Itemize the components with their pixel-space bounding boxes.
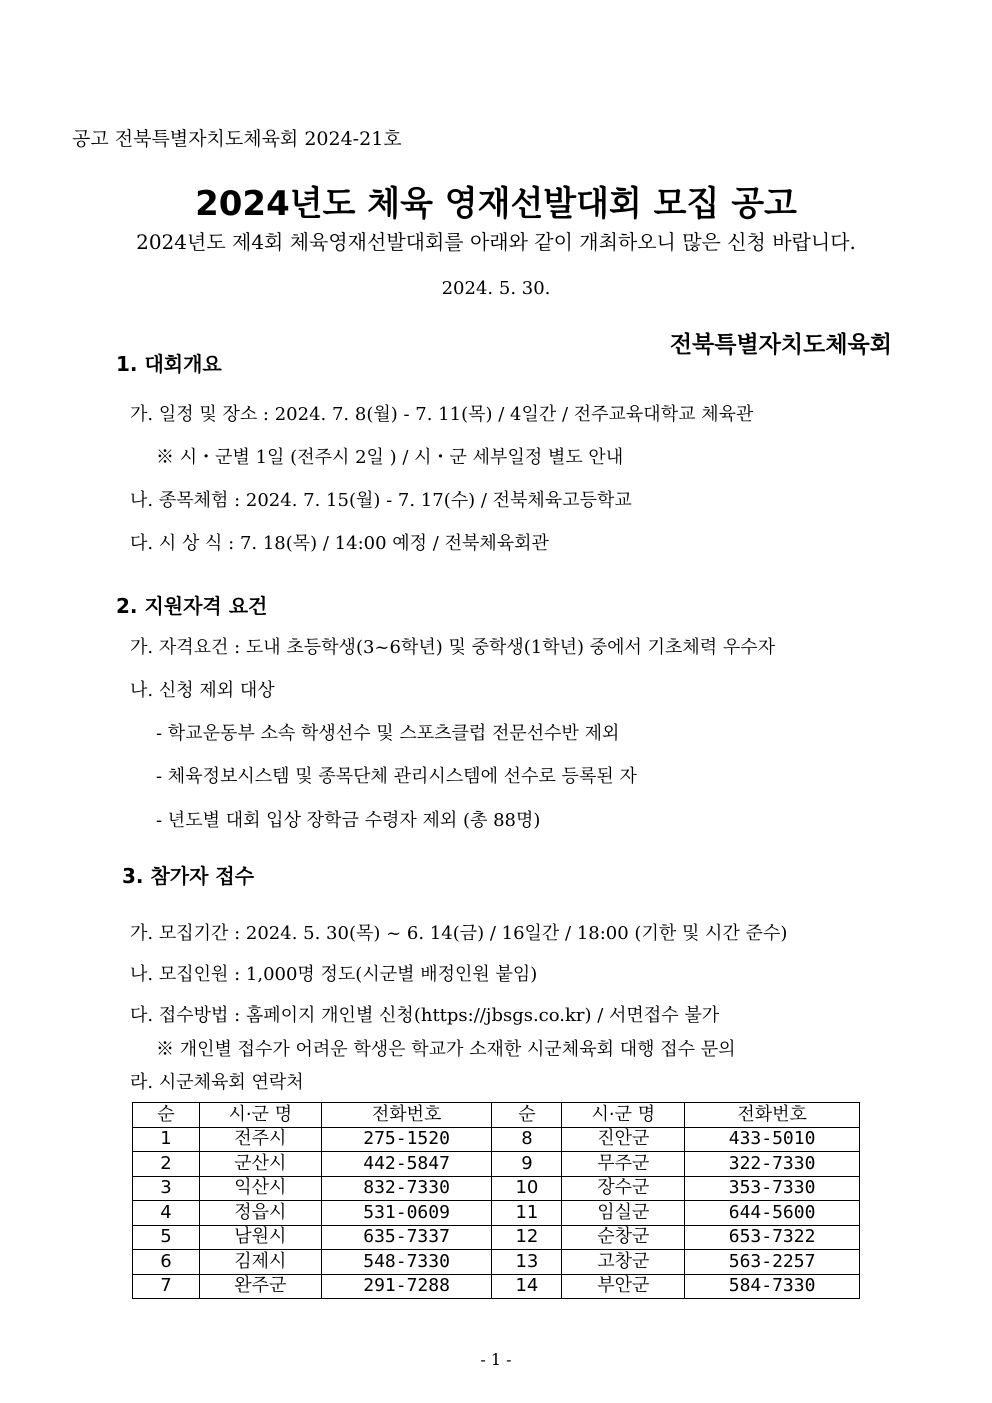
table-cell: 1 [133,1127,200,1152]
table-cell: 442-5847 [321,1152,492,1177]
header-cell: 전화번호 [685,1103,860,1128]
page-title: 2024년도 체육 영재선발대회 모집 공고 [195,184,797,224]
section-1-line: 나. 종목체험 : 2024. 7. 15(월) - 7. 17(수) / 전북체육고등학교 [130,490,632,511]
table-cell: 6 [133,1250,200,1275]
section-3-line: 다. 접수방법 : 홈페이지 개인별 신청(https://jbsgs.co.kr) / 서면접수 불가 [130,1005,720,1026]
table-row [133,1274,860,1299]
table-cell: 2 [133,1152,200,1177]
table-cell: 653-7322 [685,1225,860,1250]
table-row [133,1152,860,1177]
notice-number: 공고 전북특별자치도체육회 2024-21호 [72,128,402,150]
table-cell: 남원시 [199,1225,321,1250]
table-cell: 3 [133,1176,200,1201]
table-cell: 10 [492,1176,562,1201]
table-cell: 832-7330 [321,1176,492,1201]
table-cell: 11 [492,1201,562,1226]
table-row [133,1225,860,1250]
table-cell: 순창군 [562,1225,685,1250]
section-1-line: ※ 시・군별 1일 (전주시 2일 ) / 시・군 세부일정 별도 안내 [156,447,624,468]
table-row [133,1176,860,1201]
header-cell: 순 [133,1103,200,1128]
table-cell: 13 [492,1250,562,1275]
section-2-line: - 년도별 대회 입상 장학금 수령자 제외 (총 88명) [156,810,541,831]
page-number: - 1 - [480,1350,512,1369]
table-cell: 완주군 [199,1274,321,1299]
table-cell: 291-7288 [321,1274,492,1299]
table-cell: 9 [492,1152,562,1177]
table-cell: 부안군 [562,1274,685,1299]
table-cell: 275-1520 [321,1127,492,1152]
table-header-row [133,1103,860,1128]
section-1-line: 가. 일정 및 장소 : 2024. 7. 8(월) - 7. 11(목) / 4일간 / 전주교육대학교 체육관 [130,404,754,425]
section-2-heading: 2. 지원자격 요건 [116,594,268,618]
subtitle: 2024년도 제4회 체육영재선발대회를 아래와 같이 개최하오니 많은 신청 바랍니다. [136,230,856,254]
header-cell: 순 [492,1103,562,1128]
contacts-table [132,1102,860,1299]
table-cell: 353-7330 [685,1176,860,1201]
section-2-line: 가. 자격요건 : 도내 초등학생(3~6학년) 및 중학생(1학년) 중에서 기초체력 우수자 [130,637,776,658]
table-cell: 635-7337 [321,1225,492,1250]
table-cell: 익산시 [199,1176,321,1201]
table-row [133,1127,860,1152]
section-2-line: - 학교운동부 소속 학생선수 및 스포츠클럽 전문선수반 제외 [156,723,620,744]
section-3-line: 나. 모집인원 : 1,000명 정도(시군별 배정인원 붙임) [130,964,538,985]
table-cell: 433-5010 [685,1127,860,1152]
table-cell: 644-5600 [685,1201,860,1226]
section-3-line: 가. 모집기간 : 2024. 5. 30(목) ~ 6. 14(금) / 16일간 / 18:00 (기한 및 시간 준수) [130,923,788,944]
table-cell: 4 [133,1201,200,1226]
table-cell: 12 [492,1225,562,1250]
notice-date: 2024. 5. 30. [441,278,551,299]
table-cell: 531-0609 [321,1201,492,1226]
table-cell: 장수군 [562,1176,685,1201]
header-cell: 전화번호 [321,1103,492,1128]
table-cell: 고창군 [562,1250,685,1275]
section-3-line: 라. 시군체육회 연락처 [130,1072,304,1093]
table-cell: 322-7330 [685,1152,860,1177]
table-cell: 김제시 [199,1250,321,1275]
section-1-heading: 1. 대회개요 [116,352,222,376]
table-row [133,1201,860,1226]
table-cell: 전주시 [199,1127,321,1152]
table-cell: 8 [492,1127,562,1152]
table-cell: 563-2257 [685,1250,860,1275]
header-cell: 시·군 명 [562,1103,685,1128]
table-cell: 548-7330 [321,1250,492,1275]
table-cell: 무주군 [562,1152,685,1177]
section-3-heading: 3. 참가자 접수 [122,864,255,888]
section-2-line: - 체육정보시스템 및 종목단체 관리시스템에 선수로 등록된 자 [156,766,637,787]
section-3-line: ※ 개인별 접수가 어려운 학생은 학교가 소재한 시군체육회 대행 접수 문의 [156,1039,736,1060]
table-cell: 진안군 [562,1127,685,1152]
table-cell: 임실군 [562,1201,685,1226]
section-2-line: 나. 신청 제외 대상 [130,680,275,701]
table-cell: 7 [133,1274,200,1299]
table-cell: 584-7330 [685,1274,860,1299]
table-row [133,1250,860,1275]
table-cell: 군산시 [199,1152,321,1177]
header-cell: 시·군 명 [199,1103,321,1128]
table-cell: 5 [133,1225,200,1250]
section-1-line: 다. 시 상 식 : 7. 18(목) / 14:00 예정 / 전북체육회관 [130,533,549,554]
organization-name: 전북특별자치도체육회 [669,332,892,358]
table-cell: 정읍시 [199,1201,321,1226]
table-cell: 14 [492,1274,562,1299]
